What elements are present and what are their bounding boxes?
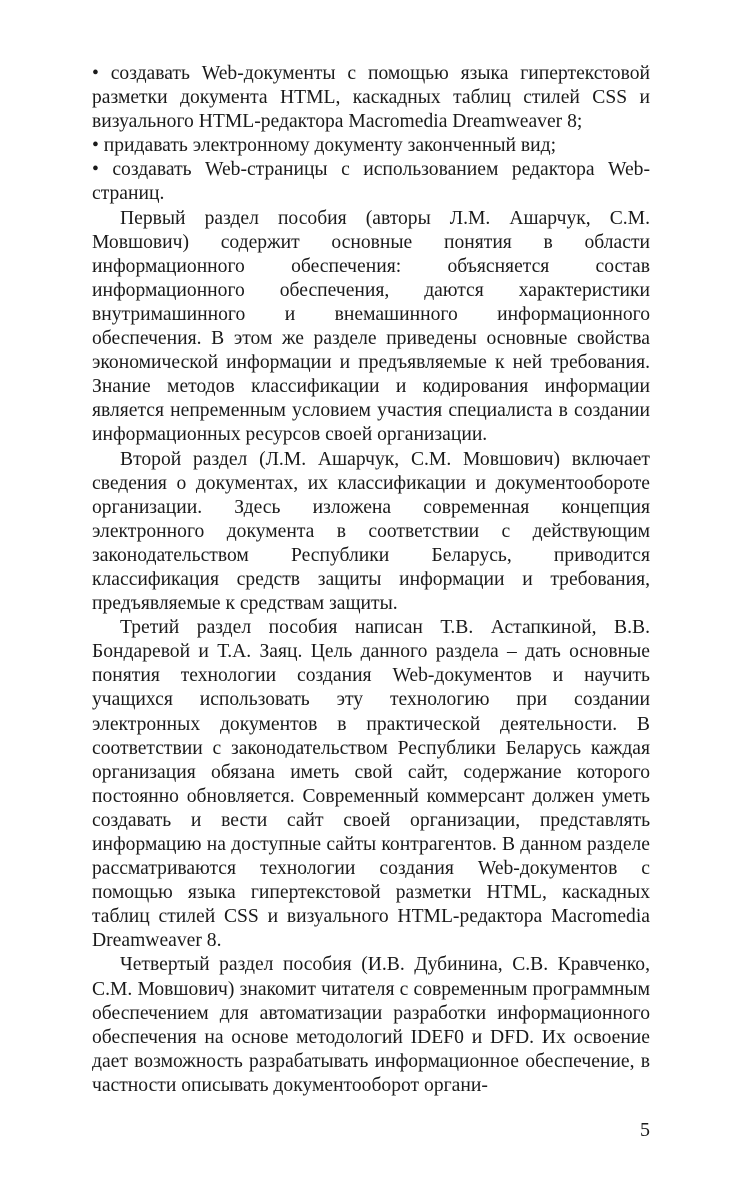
bullet-item-web-pages: • создавать Web-страницы с использованием редактора Web-страниц. — [92, 159, 650, 205]
bullet-item-web-documents: • создавать Web-документы с помощью языка гипертекстовой разметки документа HTML, каскадных таблиц стилей CSS и визуального HTML-редактора Macromedia Dreamweaver 8; — [92, 63, 650, 133]
paragraph-section-2: Второй раздел (Л.М. Ашарчук, С.М. Мовшович) включает сведения о документах, их классификации и документообороте организации. Здесь изложена современная концепция электронного документа в соответствии с действующим законодательством Республики Беларусь, приводится классификация средств защиты информации и требования, предъявляемые к средствам защиты. — [92, 448, 650, 615]
page-number: 5 — [640, 1119, 650, 1141]
document-page — [92, 62, 650, 1098]
paragraph-section-3: Третий раздел пособия написан Т.В. Астапкиной, В.В. Бондаревой и Т.А. Заяц. Цель данного раздела – дать основные понятия технологии создания Web-документов и научить учащихся использовать эту технологию при создании электронных документов в практической деятельности. В соответствии с законодательством Республики Беларусь каждая организация обязана иметь свой сайт, содержание которого постоянно обновляется. Современный коммерсант должен уметь создавать и вести сайт своей организации, представлять информацию на доступные сайты контрагентов. В данном разделе рассматриваются технологии создания Web-документов с помощью языка гипертекстовой разметки HTML, каскадных таблиц стилей CSS и визуального HTML-редактора Macromedia Dreamweaver 8. — [92, 617, 650, 952]
paragraph-section-4: Четвертый раздел пособия (И.В. Дубинина, С.В. Кравченко, С.М. Мовшович) знакомит читателя с современным программным обеспечением для автоматизации разработки информационного обеспечения на основе методологий IDEF0 и DFD. Их освоение дает возможность разрабатывать информационное обеспечение, в частности описывать документооборот органи- — [92, 954, 650, 1096]
bullet-item-finished-look: • придавать электронному документу законченный вид; — [92, 135, 557, 157]
paragraph-section-1: Первый раздел пособия (авторы Л.М. Ашарчук, С.М. Мовшович) содержит основные понятия в области информационного обеспечения: объясняется состав информационного обеспечения, даются характеристики внутримашинного и внемашинного информационного обеспечения. В этом же разделе приведены основные свойства экономической информации и предъявляемые к ней требования. Знание методов классификации и кодирования информации является непременным условием участия специалиста в создании информационных ресурсов своей организации. — [92, 207, 650, 446]
